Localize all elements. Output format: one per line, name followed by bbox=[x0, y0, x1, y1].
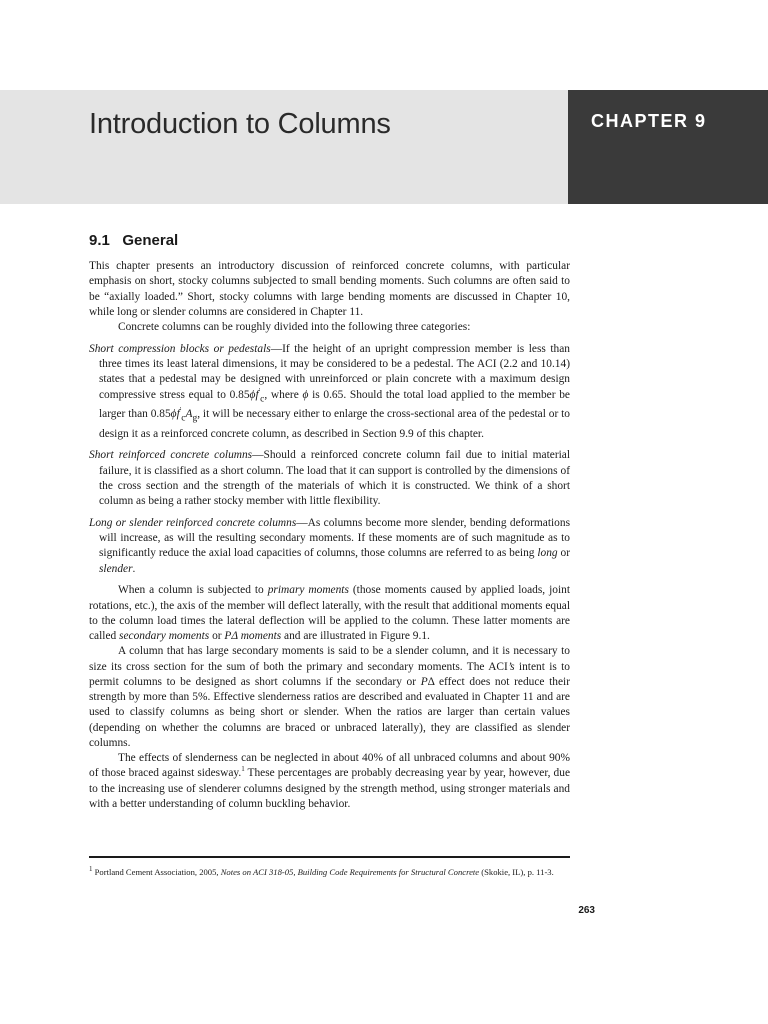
chapter-title: Introduction to Columns bbox=[89, 108, 391, 140]
footnote-marker: 1 bbox=[89, 865, 93, 874]
slender-column-paragraph: A column that has large secondary moments is said to be a slender column, and it is necessary to size its cross section for the sum of both the primary and secondary moments. The ACI’s intent is to permit columns to be designed as short columns if the secondary or PΔ effect does not reduce their strength by more than 5%. Effective slenderness ratios are described and evaluated in Chapter 11 and are used to classify columns as being short or slender. When the ratios are larger than certain values (depending on whether the columns are braced or unbraced laterally), they are classified as slender columns. bbox=[89, 645, 570, 749]
category-term: Short compression blocks or pedestals bbox=[89, 342, 271, 355]
section-heading: 9.1 General bbox=[89, 232, 179, 249]
chapter-banner bbox=[568, 90, 768, 204]
page-number: 263 bbox=[578, 905, 595, 916]
category-slender-columns: Long or slender reinforced concrete columns—As columns become more slender, bending deformations will increase, as will the resulting secondary moments. If these moments are of such magnitude as to significantly reduce the axial load capacities of columns, those columns are referred to as being long or slender. bbox=[89, 516, 571, 575]
footnote-rule bbox=[89, 856, 570, 858]
body-text bbox=[89, 259, 570, 812]
category-short-columns: Short reinforced concrete columns—Should a reinforced concrete column fail due to initial material failure, it is classified as a short column. The load that it can support is controlled by the dimensions of the cross section and the strength of the materials of which it is constructed. We think of a short column as being a rather stocky member with little flexibility. bbox=[89, 449, 570, 508]
footnote: $^1$ Portland Cement Association, 2005, Notes on ACI 318-05, Building Code Requirements for Structural Concrete (Skokie, IL), p. 11-3. bbox=[89, 865, 554, 877]
chapter-label: CHAPTER 9 bbox=[591, 111, 707, 131]
category-term: Short reinforced concrete columns bbox=[89, 449, 253, 462]
category-term: Long or slender reinforced concrete columns bbox=[89, 516, 297, 529]
categories-intro-paragraph: Concrete columns can be roughly divided into the following three categories: bbox=[118, 321, 471, 333]
category-pedestals: Short compression blocks or pedestals—If the height of an upright compression member is less than three times its least lateral dimensions, it may be considered to be a pedestal. The ACI (2.2 and 10.14) states that a pedestal may be designed with unreinforced or plain concrete with a maximum design compressive stress equal to $0.85\phi f'_c$, where ϕ is 0.65. Should the total load applied to the member be larger than $0.85\phi f'_cA_g$, it will be necessary either to enlarge the cross-sectional area of the pedestal or to design it as a reinforced concrete column, as described in Section 9.9 of this chapter. bbox=[89, 342, 571, 440]
intro-paragraph: This chapter presents an introductory discussion of reinforced concrete columns, with particular emphasis on short, stocky columns subjected to small bending moments. Such columns are often said to be “axially loaded.” Short, stocky columns with large bending moments are discussed in Chapter 10, while long or slender columns are considered in Chapter 11. bbox=[89, 260, 570, 318]
slenderness-effects-paragraph: The effects of slenderness can be neglected in about 40% of all unbraced columns and about 90% of those braced against sidesway.$^1$ These percentages are probably decreasing year by year, however, due to the increasing use of slenderer columns designed by the strength method, using stronger materials and with a better understanding of column buckling behavior. bbox=[89, 752, 570, 810]
footnote-reference[interactable]: 1 bbox=[241, 765, 245, 774]
footnote-title: Notes on ACI 318-05, Building Code Requirements for Structural Concrete bbox=[220, 867, 480, 877]
primary-moments-paragraph: When a column is subjected to primary moments (those moments caused by applied loads, joint rotations, etc.), the axis of the member will deflect laterally, with the result that additional moments equal to the column load times the lateral deflection will be applied to the column. These latter moments are called secondary moments or PΔ moments and are illustrated in Figure 9.1. bbox=[89, 584, 570, 643]
